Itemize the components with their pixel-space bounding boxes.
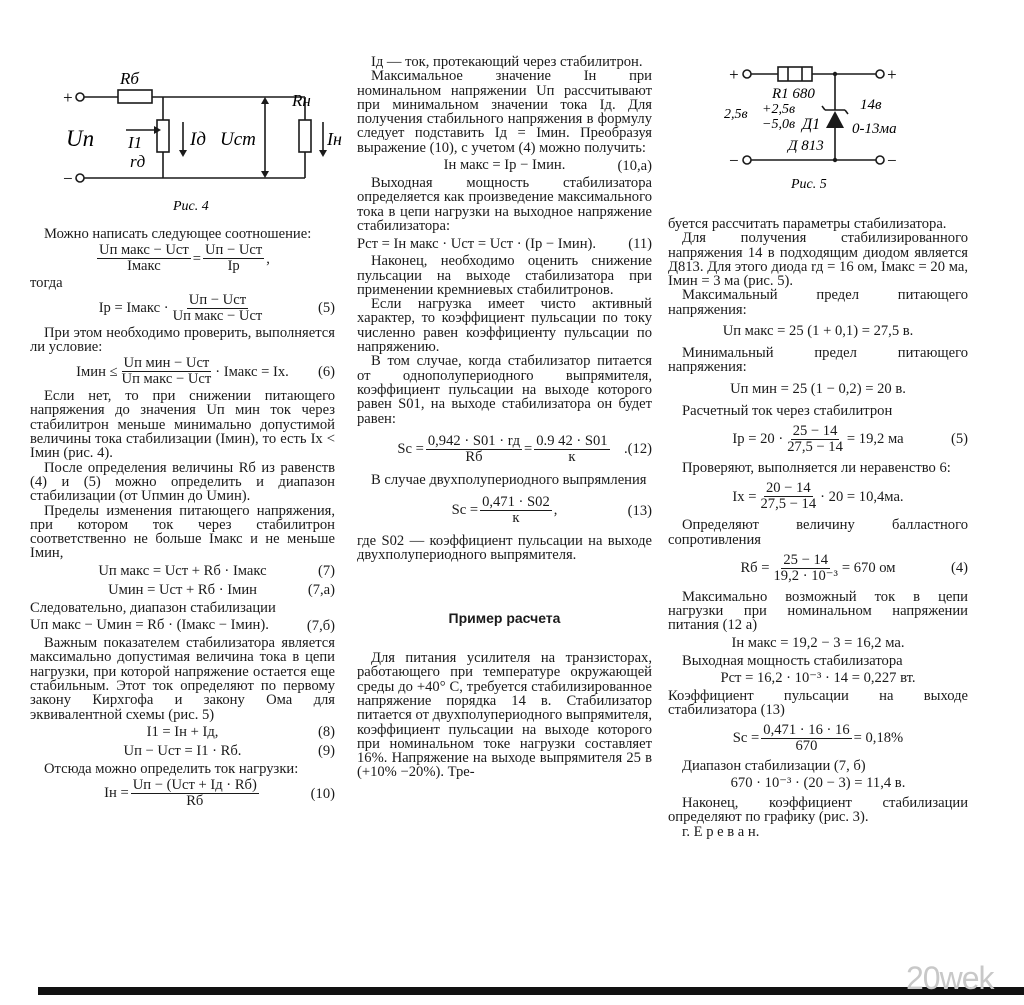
col2-paragraph-2: Максимальное значение Iн при номинальном напряжении Uп рассчитывают при минимальном значении тока Iд. Для получения стабильного напряжения в формулу следует подставить Iд = Iмин. Преобразуя выражение (10), с учетом (4) можно получить:	[357, 68, 652, 156]
equation-text: Pст = Iн макс · Uст = Uст · (Iр − Iмин).	[357, 235, 597, 252]
frac-bottom: к	[568, 448, 576, 465]
col3-paragraph-2: Для получения стабилизированного напряжения 14 в подходящим диодом является Д813. Для этого диода rд = 16 ом, Iмакс = 20 ма, Iмин = 3 ма (рис. 5).	[668, 230, 968, 290]
equation-number: (8)	[317, 724, 335, 741]
equation-number: (9)	[317, 743, 335, 760]
fig5-label-14v: 14в	[860, 97, 882, 113]
frac-bottom: Uп макс − Uст	[121, 371, 212, 388]
col1-paragraph-4: Если нет, то при снижении питающего напряжения до значения Uп мин ток через стабилитрон меньше минимально допустимой величины тока стабилизации (Iмин), то есть Iх < Iмин (рис. 4).	[30, 388, 335, 462]
col3-paragraph-4: Минимальный предел питающего напряжения:	[668, 345, 968, 376]
col2-paragraph-7: В случае двухполупериодного выпрямления	[371, 471, 647, 488]
equation-lhs: Iх =	[732, 488, 757, 505]
fig4-label-ust: Uст	[220, 129, 256, 150]
frac-top: Uп мин − Uст	[123, 355, 210, 372]
col3-equation-4	[668, 481, 968, 512]
fig5-label-v1: 2,5в	[724, 107, 748, 122]
col2-paragraph-3: Выходная мощность стабилизатора определяется как произведение максимального тока в цепи нагрузки на выходное напряжение стабилизатора:	[357, 175, 652, 234]
frac-top: 25 − 14	[783, 551, 829, 568]
fig5-label-d1: Д1	[802, 116, 821, 133]
frac-bottom: 27,5 − 14	[787, 438, 843, 455]
col1-equation-5	[30, 293, 335, 324]
watermark: 20wek	[906, 960, 994, 996]
equation-rhs: = 19,2 ма	[846, 431, 904, 448]
col1-equation-7a	[30, 582, 335, 599]
col1-equation-7	[30, 563, 335, 580]
col1-paragraph-1: Можно написать следующее соотношение:	[44, 226, 312, 242]
col3-paragraph-11: Диапазон стабилизации (7, б)	[682, 757, 866, 774]
frac-bottom: Rб	[186, 793, 204, 810]
col1-paragraph-7: Следовательно, диапазон стабилизации	[30, 599, 276, 616]
fig4-minus: −	[62, 169, 74, 188]
col3-equation-3	[668, 424, 968, 455]
col3-equation-7	[668, 670, 968, 687]
equation-text: Uп мин = 25 (1 − 0,2) = 20 в.	[730, 381, 906, 398]
equation-number: (7)	[317, 563, 335, 580]
col3-paragraph-1: буется рассчитать параметры стабилизатора.	[668, 216, 947, 232]
col1-paragraph-2: тогда	[30, 275, 63, 292]
figure-5-circuit	[668, 0, 968, 200]
equation-number: (6)	[317, 363, 335, 380]
fig4-label-rb: Rб	[120, 69, 139, 88]
col3-paragraph-12: Наконец, коэффициент стабилизации определяют по графику (рис. 3).	[668, 794, 968, 826]
equation-lhs: Iмин ≤	[76, 363, 118, 380]
frac-top: Uп − Uст	[205, 242, 263, 259]
col3-paragraph-7: Определяют величину балластного сопротивления	[668, 517, 968, 548]
col2-paragraph-1: Iд — ток, протекающий через стабилитрон.	[371, 54, 643, 70]
col3-paragraph-9: Выходная мощность стабилизатора	[682, 652, 903, 669]
equation-lhs: Sс =	[451, 502, 479, 519]
col2-equation-11	[357, 235, 652, 252]
equation-text: Pст = 16,2 · 10⁻³ · 14 = 0,227 вт.	[720, 670, 916, 687]
equation-text: I1 = Iн + Iд,	[146, 724, 219, 741]
col2-paragraph-5: Если нагрузка имеет чисто активный характер, то коэффициент пульсации по току численно равен коэффициенту пульсации по напряжению.	[357, 296, 652, 356]
fig5-plus-in: +	[728, 65, 740, 84]
equation-lhs: Sс =	[397, 441, 424, 458]
col2-paragraph-9: Для питания усилителя на транзисторах, работающего при температуре окружающей среды до +40° С, требуется стабилизированное напряжение порядка 14 в. Стабилизатор питается от двухполупериодного выпрямителя, коэффициент пульсации на выходе которого при номинальном токе нагрузки составляет 16%. Напряжение на выходе выпрямителя 25 в (+10% −20%). Тре-	[357, 650, 652, 781]
frac-bottom: 27,5 − 14	[760, 496, 817, 513]
col2-paragraph-8: где S02 — коэффициент пульсации на выходе двухполупериодного выпрямителя.	[357, 533, 652, 564]
frac-bottom: Rб	[465, 448, 483, 465]
frac-bottom: к	[512, 510, 520, 527]
frac-bottom: 670	[795, 737, 818, 754]
frac-top: Uп макс − Uст	[99, 242, 189, 259]
col3-paragraph-6: Проверяют, выполняется ли неравенство 6:	[682, 459, 951, 476]
col2-paragraph-6: В том случае, когда стабилизатор питается от однополупериодного выпрямителя, коэффициент пульсации на выходе которого равен S01, на выходе стабилизатора он будет равен:	[357, 353, 652, 427]
col2-equation-12: Sс = 0,942 · S01 · rд Rб = 0.9 42 · S01 к .(12)	[397, 432, 652, 465]
col1-equation-8	[30, 724, 335, 741]
col3-paragraph-5: Расчетный ток через стабилитрон	[682, 402, 893, 419]
fig5-label-d813: Д 813	[788, 138, 824, 154]
col2-equation-10a	[357, 157, 652, 174]
col3-city: г. Е р е в а н.	[682, 823, 760, 840]
frac-bottom: 19,2 · 10⁻³	[773, 567, 838, 584]
frac-top: 0,942 · S01 · rд	[427, 432, 521, 449]
column-1	[30, 0, 342, 811]
fig4-label-in: Iн	[327, 129, 342, 149]
equation-rhs: = 0,18%	[853, 729, 904, 746]
equation-lhs: Iр = Iмакс ·	[98, 299, 169, 316]
col1-equation-9	[30, 743, 335, 760]
fig4-label-rn: Rн	[292, 91, 311, 110]
col1-equation-ratio: Uп макс − Uст Iмакс = Uп − Uст Iр ,	[99, 242, 270, 275]
col2-paragraph-4: Наконец, необходимо оценить снижение пульсации на выходе стабилизатора при применении кремниевых стабилитронов.	[357, 253, 652, 298]
fig5-caption: Рис. 5	[791, 177, 827, 192]
equation-text: Iн макс = 19,2 − 3 = 16,2 ма.	[731, 635, 905, 652]
fig4-label-up: Uп	[66, 126, 95, 151]
equation-rhs: = 670 ом	[841, 560, 896, 577]
column-3	[668, 0, 968, 839]
frac-top: 0.9 42 · S01	[536, 432, 608, 449]
equation-lhs: Sс =	[732, 729, 760, 746]
col3-equation-6	[668, 635, 968, 652]
equation-lhs: Rб =	[740, 560, 770, 577]
col3-paragraph-3: Максимальный предел питающего напряжения:	[668, 287, 968, 318]
equation-number: (4)	[950, 560, 968, 577]
fig4-plus: +	[62, 88, 74, 107]
frac-top: 25 − 14	[792, 422, 838, 439]
frac-top: Uп − (Uст + Iд · Rб)	[132, 777, 257, 794]
col1-paragraph-3: При этом необходимо проверить, выполняется ли условие:	[30, 324, 335, 355]
column-2	[357, 55, 652, 780]
fig4-caption: Рис. 4	[173, 199, 209, 214]
fig4-label-i1: I1	[128, 133, 143, 152]
col1-paragraph-9: Отсюда можно определить ток нагрузки:	[44, 760, 299, 777]
col1-paragraph-5: После определения величины Rб из равенств (4) и (5) можно определить и диапазон стабилизации (от Uпмин до Uмин).	[30, 459, 335, 505]
frac-top: 20 − 14	[765, 480, 811, 497]
equation-text: Uп макс = Uст + Rб · Iмакс	[98, 563, 267, 580]
equation-lhs: Iр = 20 ·	[732, 431, 784, 448]
col3-equation-5	[668, 553, 968, 584]
frac-top: 0,471 · 16 · 16	[763, 721, 850, 738]
equation-rhs: · Iмакс = Iх.	[215, 363, 289, 380]
equation-text: Uп макс − Uмин = Rб · (Iмакс − Iмин).	[30, 617, 269, 634]
fig5-label-v2: +2,5в	[762, 102, 796, 117]
fig5-plus-out: +	[886, 65, 898, 84]
equation-number: (7,б)	[306, 617, 335, 634]
figure-4-circuit	[30, 0, 342, 214]
equation-text: 670 · 10⁻³ · (20 − 3) = 11,4 в.	[730, 775, 906, 792]
equation-text: Uп − Uст = I1 · Rб.	[123, 743, 242, 760]
fig5-label-ma: 0-13ма	[852, 121, 897, 137]
equation-text: Uп макс = 25 (1 + 0,1) = 27,5 в.	[722, 323, 914, 340]
col3-equation-1	[668, 323, 968, 340]
col2-equation-13: Sс = 0,471 · S02 к , (13)	[451, 494, 652, 527]
equation-number: (13)	[627, 502, 652, 519]
fig5-minus-in: −	[728, 151, 740, 170]
fig5-label-v3: −5,0в	[762, 117, 796, 132]
section-heading: Пример расчета	[448, 609, 561, 626]
col1-equation-7b	[30, 617, 335, 634]
equation-number: (10)	[310, 785, 335, 802]
col3-equation-2	[668, 381, 968, 398]
col3-paragraph-8: Максимально возможный ток в цепи нагрузки при номинальном напряжении питания (12 а)	[668, 588, 968, 634]
fig5-minus-out: −	[886, 151, 898, 170]
fig4-label-rd: rд	[130, 152, 146, 171]
equation-number: (7,а)	[307, 582, 335, 599]
col3-paragraph-10: Коэффициент пульсации на выходе стабилизатора (13)	[668, 688, 968, 719]
col1-paragraph-8: Важным показателем стабилизатора является максимально допустимая величина тока в цепи нагрузки, при которой напряжение остается еще стабильным. Этот ток определяют по первому закону Кирхгофа и закону Ома для эквивалентной схемы (рис. 5)	[30, 635, 335, 723]
equation-rhs: · 20 = 10,4ма.	[820, 488, 904, 505]
frac-top: Uп − Uст	[188, 291, 247, 308]
equation-number: (11)	[628, 235, 652, 252]
equation-number: .(12)	[624, 441, 652, 458]
frac-bottom: Iр	[227, 258, 240, 275]
col3-equation-9	[668, 775, 968, 792]
bottom-rule	[38, 987, 1024, 995]
frac-top: 0,471 · S02	[482, 494, 550, 511]
equation-number: (10,а)	[617, 157, 652, 174]
equation-number: (5)	[950, 431, 968, 448]
equation-number: (5)	[317, 299, 335, 316]
equation-text: Iн макс = Iр − Iмин.	[443, 157, 566, 174]
frac-bottom: Uп макс − Uст	[172, 307, 263, 324]
col1-equation-10	[30, 778, 335, 809]
col1-paragraph-6: Пределы изменения питающего напряжения, при котором ток через стабилитрон соответственно не больше Iмакс и не меньше Iмин,	[30, 502, 335, 562]
col3-equation-8	[668, 723, 968, 754]
equation-lhs: Iн =	[104, 785, 129, 802]
fig5-label-r1: R1 680	[772, 86, 815, 102]
equation-text: Uмин = Uст + Rб · Iмин	[108, 582, 257, 599]
fig4-label-id: Iд	[190, 129, 206, 150]
col1-equation-6	[30, 356, 335, 387]
frac-bottom: Iмакс	[127, 258, 161, 275]
